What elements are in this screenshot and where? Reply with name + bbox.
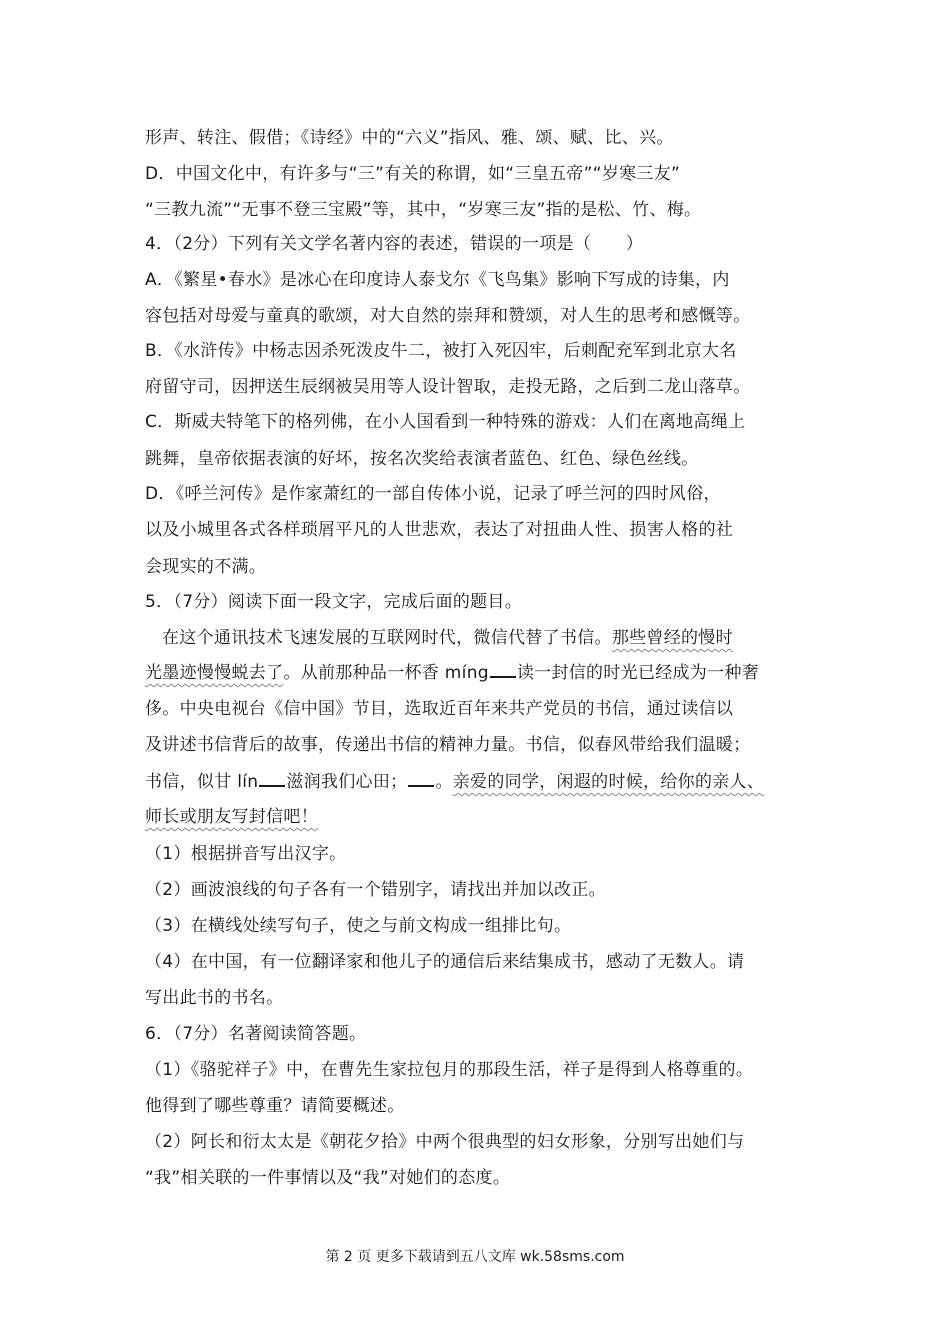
question-6-title: 6．（7分）名著阅读简答题。 xyxy=(145,1024,367,1044)
fill-blank xyxy=(408,771,434,787)
text-line: 以及小城里各式各样琐屑平凡的人世悲欢，表达了对扭曲人性、损害人格的社 xyxy=(145,520,734,540)
option-a-line: A．《繁星•春水》是冰心在印度诗人泰戈尔《飞鸟集》影响下写成的诗集，内 xyxy=(145,270,730,290)
passage-text: 。从前那种品一杯香 míng xyxy=(283,663,489,683)
option-d-line: D．《呼兰河传》是作家萧红的一部自传体小说，记录了呼兰河的四时风俗， xyxy=(145,484,721,504)
text-line: “我”相关联的一件事情以及“我”对她们的态度。 xyxy=(145,1168,511,1188)
sub-question: （1）根据拼音写出汉字。 xyxy=(145,844,347,864)
passage-text: 滋润我们心田； xyxy=(286,772,408,792)
sub-question: （1）《骆驼祥子》中，在曹先生家拉包月的那段生活，祥子是得到人格尊重的。 xyxy=(145,1060,754,1080)
passage-line: 及讲述书信背后的故事，传递出书信的精神力量。书信，似春风带给我们温暖； xyxy=(145,735,751,755)
option-c-line: C．斯威夫特笔下的格列佛，在小人国看到一种特殊的游戏：人们在离地高绳上 xyxy=(145,412,746,432)
wavy-sentence: 光墨迹慢慢蜕去了 xyxy=(145,663,284,683)
text-line: 写出此书的书名。 xyxy=(145,988,284,1008)
text-line: 跳舞，皇帝依据表演的好坏，按名次奖给表演者蓝色、红色、绿色丝线。 xyxy=(145,449,699,469)
text-line: 会现实的不满。 xyxy=(145,557,267,577)
text-line: 形声、转注、假借；《诗经》中的“六义”指风、雅、颂、赋、比、兴。 xyxy=(145,128,674,148)
question-4-title: 4．（2分）下列有关文学名著内容的表述，错误的一项是（ ） xyxy=(145,234,644,254)
wavy-sentence: 师长或朋友写封信吧！ xyxy=(145,807,318,827)
wavy-sentence: 那些曾经的慢时 xyxy=(611,628,733,648)
text-line: 容包括对母爱与童真的歌颂，对大自然的崇拜和赞颂，对人生的思考和感慨等。 xyxy=(145,306,751,326)
passage-text: 。 xyxy=(435,772,453,792)
text-line: 他得到了哪些尊重？请简要概述。 xyxy=(145,1096,405,1116)
fill-blank xyxy=(259,771,285,787)
passage-line xyxy=(145,770,764,794)
option-d-line: D．中国文化中，有许多与“三”有关的称谓，如“三皇五帝”“岁寒三友” xyxy=(145,164,681,184)
passage-text: 读一封信的时光已经成为一种奢 xyxy=(516,663,760,683)
question-5-title: 5．（7分）阅读下面一段文字，完成后面的题目。 xyxy=(145,592,523,612)
passage-line xyxy=(162,626,733,650)
passage-text: 书信，似甘 lín xyxy=(145,772,259,792)
text-line: “三教九流”“无事不登三宝殿”等，其中，“岁寒三友”指的是松、竹、梅。 xyxy=(145,200,702,220)
fill-blank xyxy=(490,662,516,678)
passage-line: 侈。中央电视台《信中国》节目，选取近百年来共产党员的书信，通过读信以 xyxy=(145,699,734,719)
sub-question: （3）在横线处续写句子，使之与前文构成一组排比句。 xyxy=(145,916,572,936)
passage-text: 在这个通讯技术飞速发展的互联网时代，微信代替了书信。 xyxy=(162,628,612,648)
passage-line xyxy=(145,661,759,685)
sub-question: （4）在中国，有一位翻译家和他儿子的通信后来结集成书，感动了无数人。请 xyxy=(145,952,745,972)
text-line: 府留守司，因押送生辰纲被吴用等人设计智取，走投无路，之后到二龙山落草。 xyxy=(145,377,751,397)
passage-line xyxy=(145,805,318,829)
option-b-line: B．《水浒传》中杨志因杀死泼皮牛二，被打入死囚牢，后刺配充军到北京大名 xyxy=(145,341,737,361)
sub-question: （2）阿长和衍太太是《朝花夕拾》中两个很典型的妇女形象，分别写出她们与 xyxy=(145,1132,745,1152)
page-footer: 第 2 页 更多下载请到五八文库 wk.58sms.com xyxy=(325,1249,625,1265)
wavy-sentence: 亲爱的同学，闲遐的时候，给你的亲人、 xyxy=(452,772,765,792)
sub-question: （2）画波浪线的句子各有一个错别字，请找出并加以改正。 xyxy=(145,880,606,900)
